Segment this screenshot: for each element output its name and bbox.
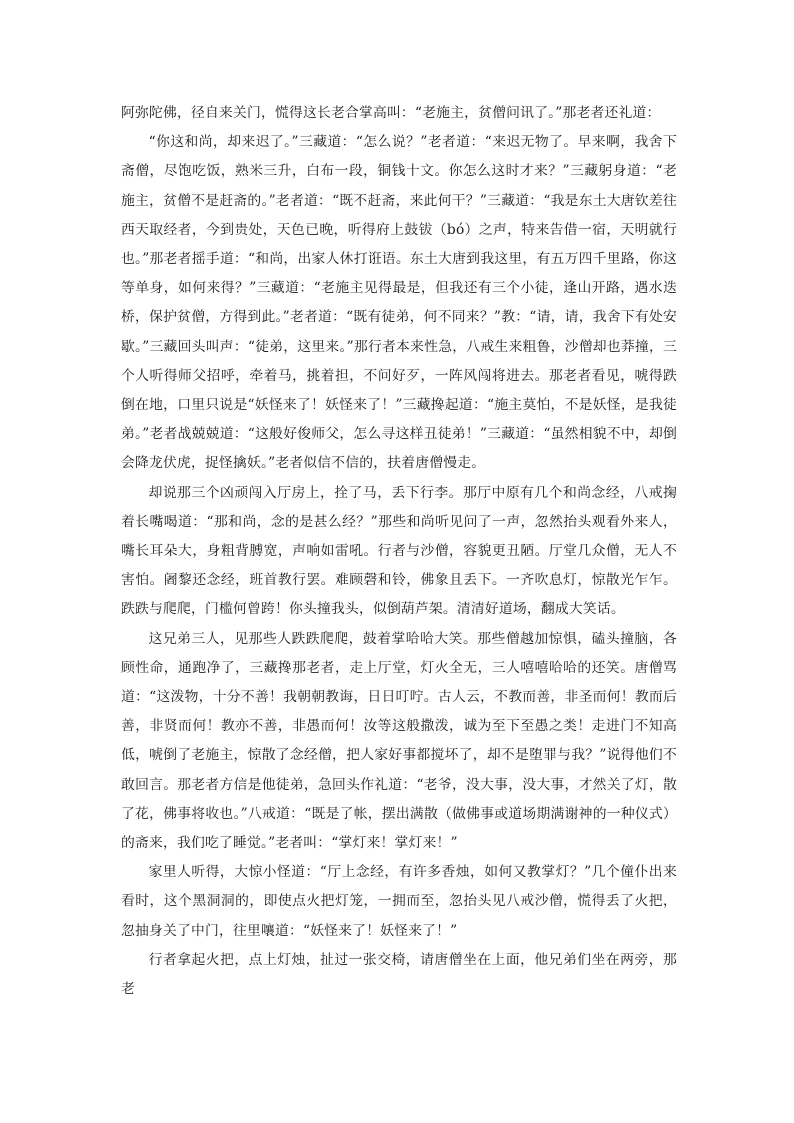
paragraph-4: 这兄弟三人，见那些人跌跌爬爬，鼓着掌哈哈大笑。那些僧越加惊惧，磕头撞脑，各顾性命，通跑净了，三藏搀那老者，走上厅堂，灯火全无，三人嘻嘻哈哈的还笑。唐僧骂道：“这泼物，十分不善！我朝朝教诲，日日叮咛。古人云，不教而善，非圣而何！教而后善，非贤而何！教亦不善，非愚而何！汝等这般撒泼，诚为至下至愚之类！走进门不知高低，唬倒了老施主，惊散了念经僧，把人家好事都搅坏了，却不是堕罪与我？”说得他们不敢回言。那老者方信是他徒弟，急回头作礼道：“老爷，没大事，没大事，才然关了灯，散了花，佛事将收也。”八戒道：“既是了帐，摆出满散（做佛事或道场期满谢神的一种仪式）的斋来，我们吃了睡觉。”老者叫：“掌灯来！掌灯来！” [121,630,677,852]
paragraph-3: 却说那三个凶顽闯入厅房上，拴了马，丢下行李。那厅中原有几个和尚念经，八戒掬着长嘴喝道：“那和尚，念的是甚么经？”那些和尚听见问了一声，忽然抬头观看外来人，嘴长耳朵大，身粗背膊宽，声响如雷吼。行者与沙僧，容貌更丑陋。厅堂几众僧，无人不害怕。阇黎还念经，班首教行罢。难顾磬和铃，佛象且丢下。一齐吹息灯，惊散光乍乍。跌跌与爬爬，门槛何曾跨！你头撞我头，似倒葫芦架。清清好道场，翻成大笑话。 [121,484,677,618]
paragraph-6: 行者拿起火把，点上灯烛，扯过一张交椅，请唐僧坐在上面，他兄弟们坐在两旁，那老 [121,951,677,998]
paragraph-2: “你这和尚，却来迟了。”三藏道：“怎么说？”老者道：“来迟无物了。早来啊，我舍下斋僧，尽饱吃饭，熟米三升，白布一段，铜钱十文。你怎么这时才来？”三藏躬身道：“老施主，贫僧不是赶斋的。”老者道：“既不赶斋，来此何干？”三藏道：“我是东土大唐钦差往西天取经者，今到贵处，天色已晚，听得府上鼓钹（bó）之声，特来告借一宿，天明就行也。”那老者摇手道：“和尚，出家人休打诳语。东土大唐到我这里，有五万四千里路，你这等单身，如何来得？”三藏道：“老施主见得最是，但我还有三个小徒，逢山开路，遇水迭桥，保护贫僧，方得到此。”老者道：“既有徒弟，何不同来？”教：“请，请，我舍下有处安歇。”三藏回头叫声：“徒弟，这里来。”那行者本来性急，八戒生来粗鲁，沙僧却也莽撞，三个人听得师父招呼，牵着马，挑着担，不问好歹，一阵风闯将进去。那老者看见，唬得跌倒在地，口里只说是“妖怪来了！妖怪来了！”三藏搀起道：“施主莫怕，不是妖怪，是我徒弟。”老者战兢兢道：“这般好俊师父，怎么寻这样丑徒弟！”三藏道：“虽然相貌不中，却倒会降龙伏虎，捉怪擒妖。”老者似信不信的，扶着唐僧慢走。 [121,134,677,472]
document-body [121,99,677,1004]
paragraph-5: 家里人听得，大惊小怪道：“厅上念经，有许多香烛，如何又教掌灯？”几个僮仆出来看时，这个黑洞洞的，即使点火把灯笼，一拥而至，忽抬头见八戒沙僧，慌得丢了火把，忽抽身关了中门，往里嚷道：“妖怪来了！妖怪来了！” [121,864,677,939]
paragraph-1: 阿弥陀佛，径自来关门，慌得这长老合掌高叫：“老施主，贫僧问讯了。”那老者还礼道： [121,105,661,121]
